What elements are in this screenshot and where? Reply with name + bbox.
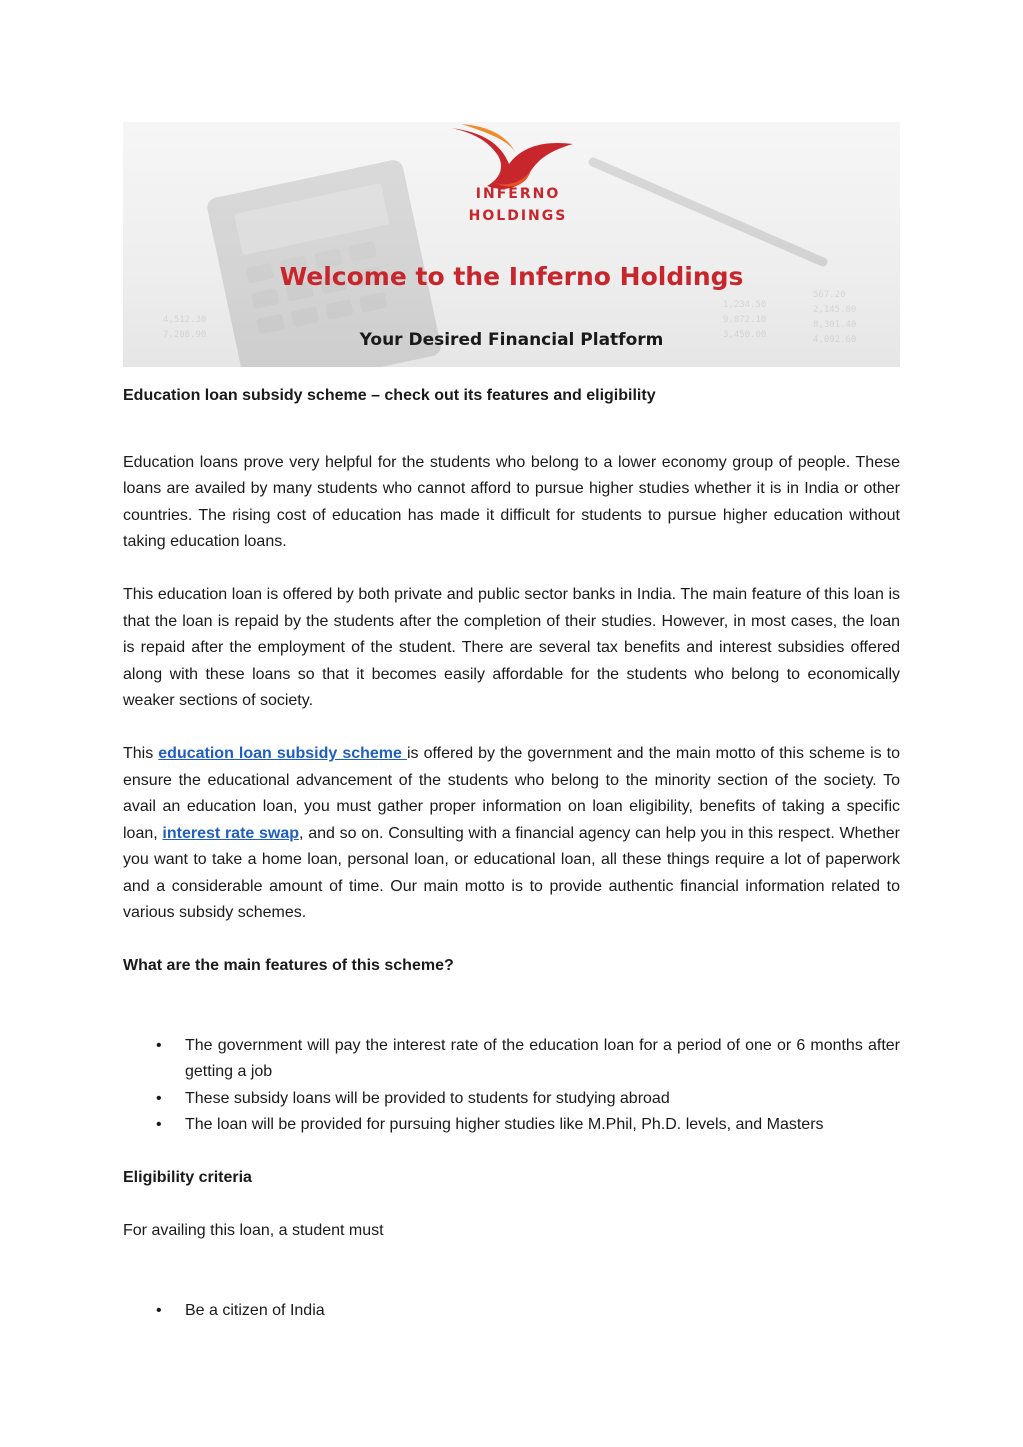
flame-bird-icon — [423, 122, 613, 192]
list-item: • Be a citizen of India — [123, 1298, 900, 1325]
svg-text:7,208.90: 7,208.90 — [163, 330, 207, 340]
svg-text:8,301.40: 8,301.40 — [813, 320, 857, 330]
eligibility-heading: Eligibility criteria — [123, 1169, 252, 1186]
svg-text:3,450.00: 3,450.00 — [723, 330, 767, 340]
eligibility-intro: For availing this loan, a student must — [123, 1222, 384, 1239]
logo-text-line2: HOLDINGS — [468, 208, 568, 224]
paragraph-3-text-b: is offered by the government and the main motto of this scheme is to ensure the educational advancement of the students who belong to the minority section of the society. To avail an education loan, you must gather proper information on loan eligibility, benefits of taking a specific loan, — [123, 745, 901, 842]
education-loan-subsidy-scheme-link[interactable]: education loan subsidy scheme — [158, 745, 407, 762]
svg-text:2,145.80: 2,145.80 — [813, 305, 857, 315]
svg-text:1,234.50: 1,234.50 — [723, 300, 767, 310]
inferno-holdings-logo — [423, 122, 613, 237]
paragraph-1: Education loans prove very helpful for the students who belong to a lower economy group of people. These loans are availed by many students who cannot afford to pursue higher studies whether it is in India or other countries. The rising cost of education has made it difficult for students to pursue higher education without taking education loans. — [123, 453, 900, 550]
svg-text:9,872.10: 9,872.10 — [723, 315, 767, 325]
svg-text:4,512.30: 4,512.30 — [163, 315, 207, 325]
paragraph-2: This education loan is offered by both private and public sector banks in India. The main feature of this loan is that the loan is repaid by the students after the completion of their studies. However, in most cases, the loan is repaid after the employment of the student. There are several tax benefits and interest subsidies offered along with these loans so that it becomes easily affordable for the students who belong to economically weaker sections of society. — [123, 586, 900, 709]
article-body — [123, 383, 900, 1324]
eligibility-list — [123, 1298, 900, 1325]
list-item: • The government will pay the interest rate of the education loan for a period of one or 6 months after getting a job — [123, 1033, 900, 1086]
svg-text:4,092.60: 4,092.60 — [813, 335, 857, 345]
header-banner — [123, 122, 900, 367]
welcome-heading: Welcome to the Inferno Holdings — [279, 262, 744, 291]
paragraph-3-text-c: , and so on. Consulting with a financial agency can help you in this respect. Whether you want to take a home loan, personal loan, or educational loan, all these things require a lot of paperwork and a considerable amount of time. Our main motto is to provide authentic financial information related to various subsidy schemes. — [123, 824, 901, 921]
interest-rate-swap-link[interactable]: interest rate swap — [162, 824, 300, 842]
features-list — [123, 1033, 900, 1139]
features-heading: What are the main features of this scheme? — [123, 957, 454, 974]
banner-tagline: Your Desired Financial Platform — [359, 330, 664, 350]
list-item: • These subsidy loans will be provided to students for studying abroad — [123, 1086, 900, 1113]
article-title: Education loan subsidy scheme – check out its features and eligibility — [123, 387, 656, 404]
svg-text:567.20: 567.20 — [813, 290, 846, 300]
logo-text-line1: INFERNO — [475, 186, 561, 202]
paragraph-3-text-a: This — [123, 745, 159, 762]
list-item: • The loan will be provided for pursuing higher studies like M.Phil, Ph.D. levels, and Masters — [123, 1112, 900, 1139]
paragraph-3 — [123, 741, 900, 927]
